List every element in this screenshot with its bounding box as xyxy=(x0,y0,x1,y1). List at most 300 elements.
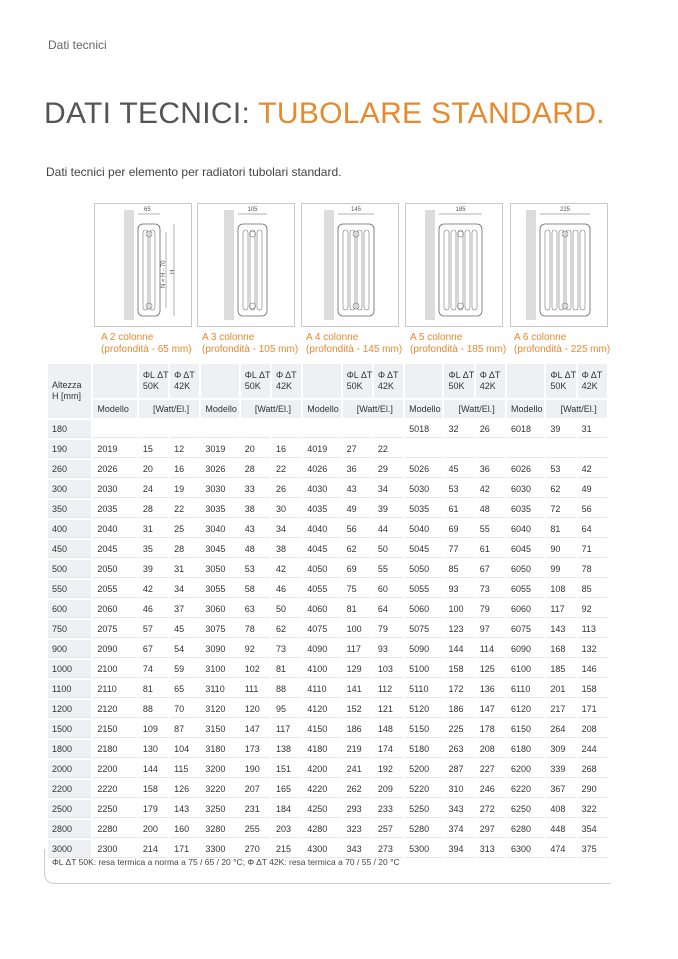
cell-value: 310 xyxy=(444,780,473,798)
column-label-2-colonne: A 2 colonne (profondità - 65 mm) xyxy=(101,332,192,355)
diagram-width-label: 105 xyxy=(247,207,258,213)
cell-value: 42 xyxy=(272,560,301,578)
cell-model: 3050 xyxy=(201,560,238,578)
cell-value: 55 xyxy=(476,520,505,538)
cell-value: 57 xyxy=(139,620,168,638)
cell-value: 93 xyxy=(374,640,403,658)
cell-value: 81 xyxy=(546,520,575,538)
header-phi-50k: ΦL ΔT 50K xyxy=(241,364,270,398)
cell-model: 3040 xyxy=(201,520,238,538)
radiator-diagram-3-columns xyxy=(197,203,295,327)
header-phi-42k: Φ ΔT 42K xyxy=(170,364,199,398)
row-height: 2200 xyxy=(48,780,91,798)
table-header-row xyxy=(48,364,607,398)
cell-value: 50 xyxy=(374,540,403,558)
cell-value xyxy=(241,420,270,438)
cell-model: 5090 xyxy=(405,640,442,658)
cell-model: 6110 xyxy=(507,680,544,698)
cell-value: 56 xyxy=(578,500,607,518)
cell-value: 262 xyxy=(343,780,372,798)
cell-model: 2180 xyxy=(93,740,136,758)
cell-value: 354 xyxy=(578,820,607,838)
cell-value: 309 xyxy=(546,740,575,758)
cell-value: 375 xyxy=(578,840,607,858)
cell-value: 117 xyxy=(343,640,372,658)
cell-value: 313 xyxy=(476,840,505,858)
cell-model: 4026 xyxy=(303,460,340,478)
cell-value: 113 xyxy=(578,620,607,638)
cell-model: 6250 xyxy=(507,800,544,818)
cell-model: 5300 xyxy=(405,840,442,858)
cell-model: 2280 xyxy=(93,820,136,838)
cell-model: 2045 xyxy=(93,540,136,558)
cell-model: 4075 xyxy=(303,620,340,638)
cell-value: 48 xyxy=(476,500,505,518)
cell-value: 147 xyxy=(241,720,270,738)
cell-value: 73 xyxy=(272,640,301,658)
cell-value: 143 xyxy=(546,620,575,638)
cell-value: 42 xyxy=(139,580,168,598)
header-modello: Modello xyxy=(405,400,442,418)
cell-model: 5200 xyxy=(405,760,442,778)
cell-model: 3026 xyxy=(201,460,238,478)
cell-value: 151 xyxy=(272,760,301,778)
radiator-diagram-5-columns xyxy=(405,203,503,327)
cell-value: 22 xyxy=(272,460,301,478)
page-title-main: DATI TECNICI: xyxy=(44,97,259,130)
table-row xyxy=(48,720,607,738)
cell-value: 58 xyxy=(241,580,270,598)
cell-value: 97 xyxy=(476,620,505,638)
cell-model xyxy=(303,420,340,438)
cell-model: 6220 xyxy=(507,780,544,798)
cell-model: 6120 xyxy=(507,700,544,718)
cell-model: 3100 xyxy=(201,660,238,678)
cell-value: 270 xyxy=(241,840,270,858)
cell-value: 25 xyxy=(170,520,199,538)
header-modello: Modello xyxy=(507,400,544,418)
cell-value: 71 xyxy=(578,540,607,558)
cell-value: 158 xyxy=(139,780,168,798)
cell-value: 129 xyxy=(343,660,372,678)
cell-model: 2120 xyxy=(93,700,136,718)
cell-model: 3075 xyxy=(201,620,238,638)
cell-model: 3180 xyxy=(201,740,238,758)
cell-model: 6045 xyxy=(507,540,544,558)
cell-value: 120 xyxy=(241,700,270,718)
cell-value: 112 xyxy=(374,680,403,698)
cell-value: 102 xyxy=(241,660,270,678)
cell-value: 272 xyxy=(476,800,505,818)
cell-model: 2050 xyxy=(93,560,136,578)
cell-model: 5040 xyxy=(405,520,442,538)
cell-value: 186 xyxy=(444,700,473,718)
cell-value: 72 xyxy=(546,500,575,518)
cell-model: 2220 xyxy=(93,780,136,798)
row-height: 1500 xyxy=(48,720,91,738)
row-height: 1800 xyxy=(48,740,91,758)
header-phi-50k: ΦL ΔT 50K xyxy=(546,364,575,398)
cell-model: 2300 xyxy=(93,840,136,858)
cell-value: 104 xyxy=(170,740,199,758)
table-row xyxy=(48,640,607,658)
cell-model: 3090 xyxy=(201,640,238,658)
cell-value: 67 xyxy=(139,640,168,658)
cell-value: 53 xyxy=(444,480,473,498)
cell-model: 4220 xyxy=(303,780,340,798)
cell-value: 81 xyxy=(343,600,372,618)
header-blank xyxy=(303,364,340,398)
cell-value: 185 xyxy=(546,660,575,678)
cell-model: 2200 xyxy=(93,760,136,778)
cell-model: 4280 xyxy=(303,820,340,838)
header-altezza: Altezza H [mm] xyxy=(48,364,91,418)
table-row xyxy=(48,760,607,778)
row-height: 2500 xyxy=(48,800,91,818)
cell-value: 186 xyxy=(343,720,372,738)
cell-value: 85 xyxy=(578,580,607,598)
cell-value: 22 xyxy=(374,440,403,458)
cell-value: 257 xyxy=(374,820,403,838)
cell-value: 78 xyxy=(578,560,607,578)
cell-value: 38 xyxy=(272,540,301,558)
cell-value: 171 xyxy=(578,700,607,718)
cell-value: 92 xyxy=(241,640,270,658)
cell-value: 22 xyxy=(170,500,199,518)
cell-value: 241 xyxy=(343,760,372,778)
cell-value: 64 xyxy=(578,520,607,538)
page-title-accent: TUBOLARE STANDARD. xyxy=(258,97,605,130)
header-phi-42k: Φ ΔT 42K xyxy=(476,364,505,398)
cell-model: 3220 xyxy=(201,780,238,798)
cell-model xyxy=(93,420,136,438)
row-height: 450 xyxy=(48,540,91,558)
header-watt: [Watt/El.] xyxy=(241,400,302,418)
cell-value: 214 xyxy=(139,840,168,858)
cell-model: 3030 xyxy=(201,480,238,498)
cell-value: 172 xyxy=(444,680,473,698)
footnote: ΦL ΔT 50K: resa termica a norma a 75 / 65 / 20 °C; Φ ΔT 42K: resa termica a 70 / 55 / 20 °C xyxy=(52,857,400,867)
header-watt: [Watt/El.] xyxy=(546,400,607,418)
cell-value: 45 xyxy=(170,620,199,638)
cell-value: 126 xyxy=(170,780,199,798)
cell-value: 158 xyxy=(578,680,607,698)
diagram-width-label: 145 xyxy=(351,207,362,213)
cell-value: 34 xyxy=(272,520,301,538)
table-row xyxy=(48,800,607,818)
cell-value: 49 xyxy=(343,500,372,518)
row-height: 300 xyxy=(48,480,91,498)
cell-model: 5018 xyxy=(405,420,442,438)
cell-value: 297 xyxy=(476,820,505,838)
cell-model: 5026 xyxy=(405,460,442,478)
header-phi-50k: ΦL ΔT 50K xyxy=(139,364,168,398)
column-label-6-colonne: A 6 colonne (profondità - 225 mm) xyxy=(514,332,611,355)
cell-value: 26 xyxy=(272,480,301,498)
cell-model: 6018 xyxy=(507,420,544,438)
cell-model: 4090 xyxy=(303,640,340,658)
cell-value: 74 xyxy=(139,660,168,678)
cell-value: 367 xyxy=(546,780,575,798)
cell-value: 62 xyxy=(546,480,575,498)
cell-model: 6180 xyxy=(507,740,544,758)
cell-value: 85 xyxy=(444,560,473,578)
cell-value: 293 xyxy=(343,800,372,818)
cell-value: 62 xyxy=(272,620,301,638)
cell-value: 88 xyxy=(272,680,301,698)
cell-model: 4250 xyxy=(303,800,340,818)
diagram-width-label: 185 xyxy=(455,207,466,213)
header-blank xyxy=(201,364,238,398)
table-row xyxy=(48,680,607,698)
cell-value: 49 xyxy=(578,480,607,498)
cell-model: 5035 xyxy=(405,500,442,518)
table-row xyxy=(48,560,607,578)
cell-value: 28 xyxy=(139,500,168,518)
table-row xyxy=(48,440,607,458)
cell-model: 4100 xyxy=(303,660,340,678)
cell-value: 109 xyxy=(139,720,168,738)
table-row xyxy=(48,600,607,618)
cell-model: 5280 xyxy=(405,820,442,838)
cell-model: 6030 xyxy=(507,480,544,498)
cell-model: 5100 xyxy=(405,660,442,678)
cell-model: 4120 xyxy=(303,700,340,718)
cell-model: 4300 xyxy=(303,840,340,858)
diagram-width-label: 225 xyxy=(560,207,571,213)
cell-value: 244 xyxy=(578,740,607,758)
cell-model: 6300 xyxy=(507,840,544,858)
table-row xyxy=(48,660,607,678)
header-blank xyxy=(507,364,544,398)
cell-value: 50 xyxy=(272,600,301,618)
cell-value: 179 xyxy=(139,800,168,818)
row-height: 550 xyxy=(48,580,91,598)
cell-value: 152 xyxy=(343,700,372,718)
cell-value: 215 xyxy=(272,840,301,858)
cell-value: 209 xyxy=(374,780,403,798)
table-row xyxy=(48,480,607,498)
header-phi-50k: ΦL ΔT 50K xyxy=(444,364,473,398)
cell-value: 92 xyxy=(578,600,607,618)
cell-value: 123 xyxy=(444,620,473,638)
cell-value: 36 xyxy=(343,460,372,478)
cell-value: 264 xyxy=(546,720,575,738)
cell-value: 32 xyxy=(444,420,473,438)
cell-value: 148 xyxy=(374,720,403,738)
cell-value xyxy=(578,440,607,458)
row-height: 3000 xyxy=(48,840,91,858)
column-label-5-colonne: A 5 colonne (profondità - 185 mm) xyxy=(410,332,507,355)
cell-model: 2035 xyxy=(93,500,136,518)
cell-model: 6060 xyxy=(507,600,544,618)
cell-value: 87 xyxy=(170,720,199,738)
cell-value: 81 xyxy=(139,680,168,698)
cell-model: 5180 xyxy=(405,740,442,758)
cell-value: 408 xyxy=(546,800,575,818)
cell-value: 227 xyxy=(476,760,505,778)
cell-model: 4150 xyxy=(303,720,340,738)
cell-model: 4060 xyxy=(303,600,340,618)
cell-value: 77 xyxy=(444,540,473,558)
header-watt: [Watt/El.] xyxy=(444,400,505,418)
cell-value: 34 xyxy=(170,580,199,598)
cell-value: 103 xyxy=(374,660,403,678)
cell-value: 168 xyxy=(546,640,575,658)
cell-model: 4050 xyxy=(303,560,340,578)
cell-value: 29 xyxy=(374,460,403,478)
cell-value: 36 xyxy=(476,460,505,478)
cell-value xyxy=(444,440,473,458)
row-height: 500 xyxy=(48,560,91,578)
row-height: 2800 xyxy=(48,820,91,838)
cell-value: 343 xyxy=(343,840,372,858)
cell-value: 26 xyxy=(476,420,505,438)
cell-value: 24 xyxy=(139,480,168,498)
cell-value: 233 xyxy=(374,800,403,818)
cell-model: 5030 xyxy=(405,480,442,498)
cell-value: 100 xyxy=(343,620,372,638)
cell-model: 2026 xyxy=(93,460,136,478)
cell-value: 43 xyxy=(241,520,270,538)
table-row xyxy=(48,740,607,758)
cell-value: 174 xyxy=(374,740,403,758)
cell-value: 200 xyxy=(139,820,168,838)
cell-value: 30 xyxy=(272,500,301,518)
table-row xyxy=(48,780,607,798)
cell-model: 2150 xyxy=(93,720,136,738)
cell-value: 165 xyxy=(272,780,301,798)
cell-value: 65 xyxy=(170,680,199,698)
cell-model: 4035 xyxy=(303,500,340,518)
row-height: 400 xyxy=(48,520,91,538)
radiator-diagram-6-columns xyxy=(510,203,608,327)
cell-model: 4055 xyxy=(303,580,340,598)
header-modello: Modello xyxy=(201,400,238,418)
cell-value: 173 xyxy=(241,740,270,758)
cell-value: 287 xyxy=(444,760,473,778)
cell-model: 6200 xyxy=(507,760,544,778)
header-watt: [Watt/El.] xyxy=(343,400,404,418)
cell-model: 4019 xyxy=(303,440,340,458)
diagram-h-label: H xyxy=(170,269,176,274)
cell-value: 115 xyxy=(170,760,199,778)
cell-value: 143 xyxy=(170,800,199,818)
table-row xyxy=(48,540,607,558)
cell-model: 2250 xyxy=(93,800,136,818)
cell-value xyxy=(374,420,403,438)
cell-value: 39 xyxy=(374,500,403,518)
cell-value: 73 xyxy=(476,580,505,598)
cell-model: 3060 xyxy=(201,600,238,618)
header-blank xyxy=(93,364,136,398)
cell-model: 6050 xyxy=(507,560,544,578)
cell-model: 3150 xyxy=(201,720,238,738)
cell-model: 2100 xyxy=(93,660,136,678)
cell-model: 6026 xyxy=(507,460,544,478)
cell-value: 95 xyxy=(272,700,301,718)
cell-value: 201 xyxy=(546,680,575,698)
cell-model: 2030 xyxy=(93,480,136,498)
table-row xyxy=(48,420,607,438)
cell-model: 5150 xyxy=(405,720,442,738)
cell-value: 160 xyxy=(170,820,199,838)
cell-model: 5055 xyxy=(405,580,442,598)
cell-model: 4045 xyxy=(303,540,340,558)
cell-value: 263 xyxy=(444,740,473,758)
row-height: 350 xyxy=(48,500,91,518)
cell-value: 394 xyxy=(444,840,473,858)
cell-value: 132 xyxy=(578,640,607,658)
cell-model: 5060 xyxy=(405,600,442,618)
cell-model: 5120 xyxy=(405,700,442,718)
cell-value: 171 xyxy=(170,840,199,858)
cell-value: 130 xyxy=(139,740,168,758)
cell-value: 20 xyxy=(139,460,168,478)
table-row xyxy=(48,820,607,838)
cell-value: 208 xyxy=(578,720,607,738)
row-height: 180 xyxy=(48,420,91,438)
cell-value: 39 xyxy=(546,420,575,438)
cell-value: 16 xyxy=(272,440,301,458)
cell-model: 6055 xyxy=(507,580,544,598)
cell-value: 146 xyxy=(578,660,607,678)
cell-model xyxy=(405,440,442,458)
table-row xyxy=(48,580,607,598)
cell-model: 6100 xyxy=(507,660,544,678)
cell-value: 255 xyxy=(241,820,270,838)
cell-value: 75 xyxy=(343,580,372,598)
header-modello: Modello xyxy=(303,400,340,418)
cell-value: 208 xyxy=(476,740,505,758)
cell-value: 79 xyxy=(476,600,505,618)
cell-value: 69 xyxy=(343,560,372,578)
row-height: 260 xyxy=(48,460,91,478)
cell-model: 6280 xyxy=(507,820,544,838)
cell-model: 3019 xyxy=(201,440,238,458)
cell-model: 3280 xyxy=(201,820,238,838)
cell-model: 2055 xyxy=(93,580,136,598)
cell-model: 3055 xyxy=(201,580,238,598)
cell-value: 15 xyxy=(139,440,168,458)
cell-value: 69 xyxy=(444,520,473,538)
cell-value: 100 xyxy=(444,600,473,618)
cell-value xyxy=(476,440,505,458)
cell-value: 158 xyxy=(444,660,473,678)
cell-value: 141 xyxy=(343,680,372,698)
cell-model: 5220 xyxy=(405,780,442,798)
cell-value: 63 xyxy=(241,600,270,618)
cell-value: 61 xyxy=(476,540,505,558)
cell-model: 3045 xyxy=(201,540,238,558)
cell-model: 2019 xyxy=(93,440,136,458)
cell-value: 273 xyxy=(374,840,403,858)
cell-model: 3300 xyxy=(201,840,238,858)
cell-model: 6075 xyxy=(507,620,544,638)
cell-value: 39 xyxy=(139,560,168,578)
cell-value: 339 xyxy=(546,760,575,778)
cell-value: 48 xyxy=(241,540,270,558)
cell-value: 28 xyxy=(170,540,199,558)
page-title xyxy=(44,97,605,131)
technical-data-table xyxy=(46,362,609,860)
header-watt: [Watt/El.] xyxy=(139,400,200,418)
row-height: 900 xyxy=(48,640,91,658)
cell-model: 2110 xyxy=(93,680,136,698)
cell-value xyxy=(170,420,199,438)
cell-value: 53 xyxy=(241,560,270,578)
cell-value: 184 xyxy=(272,800,301,818)
